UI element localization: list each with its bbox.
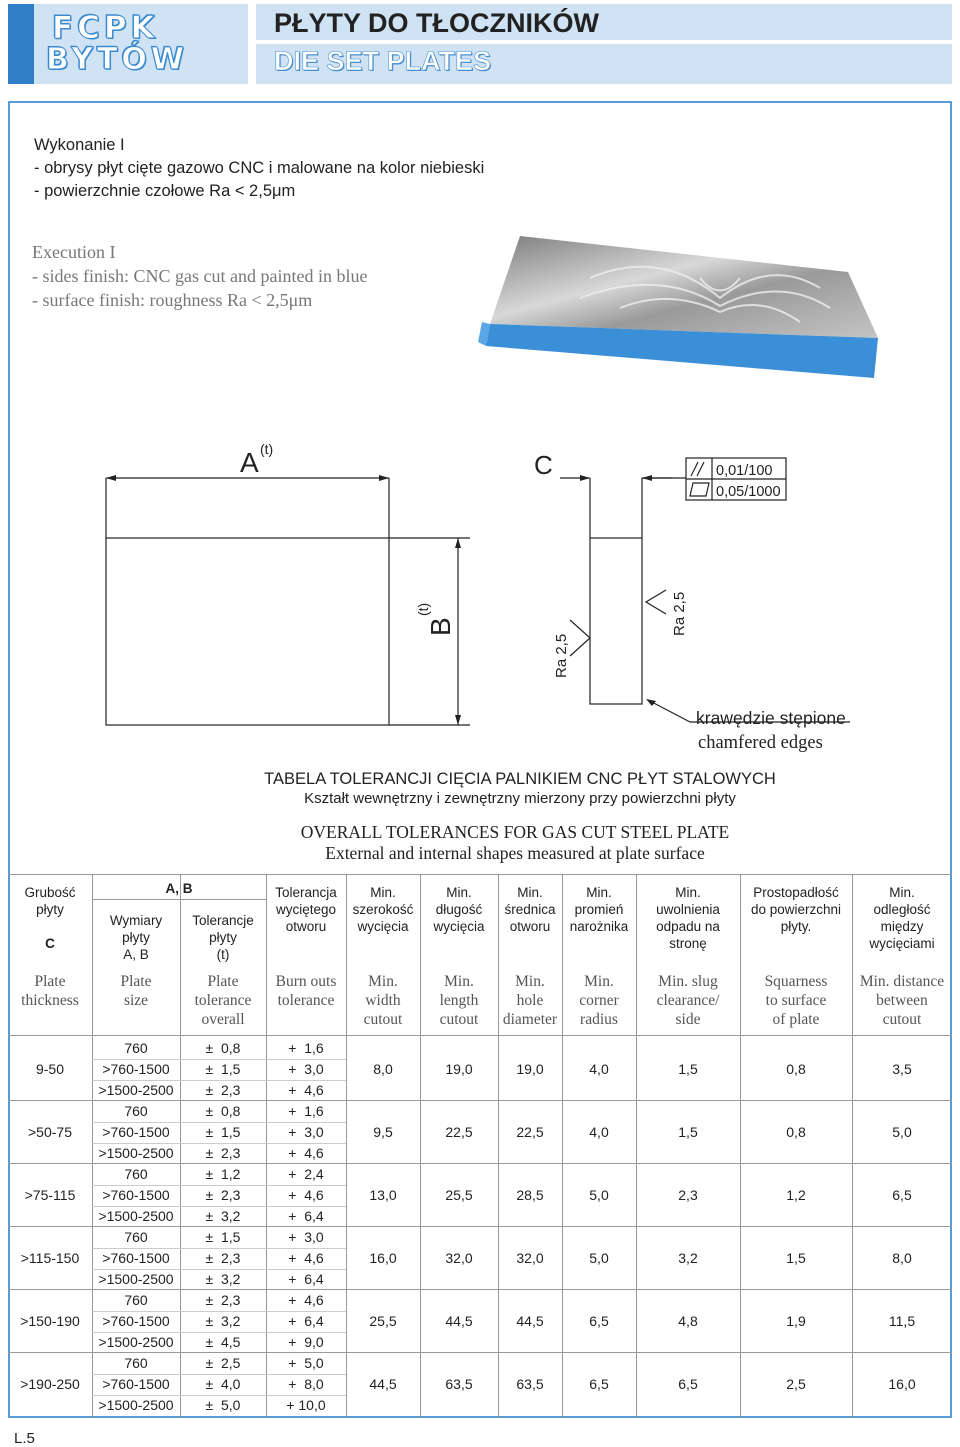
plate-size-cell: 760 <box>124 1355 148 1371</box>
table-header-en: Plate <box>120 973 152 990</box>
table-header-pl: Min. <box>446 885 472 900</box>
width-cell: 25,5 <box>369 1312 397 1329</box>
table-header-pl: Min. <box>370 885 396 900</box>
table-header-pl: Min. <box>517 885 543 900</box>
table-header-pl: stronę <box>669 936 707 951</box>
tolerance-parallel: 0,01/100 <box>716 463 773 479</box>
table-header-pl: płyty <box>122 930 150 945</box>
table-header-pl: (t) <box>216 947 230 962</box>
table-header-pl: wycięcia <box>433 919 485 934</box>
table-column-divider <box>498 874 499 1418</box>
square-cell: 2,5 <box>786 1375 806 1392</box>
plate-tolerance-cell: ± 1,5 <box>205 1061 241 1077</box>
plate-size-cell: >1500-2500 <box>98 1082 174 1098</box>
table-row-divider <box>92 1332 346 1333</box>
burnout-tolerance-cell: + 4,6 <box>288 1187 324 1203</box>
execution-en-line1: - sides finish: CNC gas cut and painted in blue <box>32 266 368 286</box>
logo-accent-bar <box>8 4 34 84</box>
thickness-cell: >190-250 <box>20 1375 80 1392</box>
burnout-tolerance-cell: + 6,4 <box>288 1313 324 1329</box>
table-group-border <box>8 1289 952 1290</box>
burnout-tolerance-cell: + 10,0 <box>286 1397 326 1413</box>
execution-en-title: Execution I <box>32 242 116 262</box>
burnout-tolerance-cell: + 4,6 <box>288 1292 324 1308</box>
execution-en-line2: - surface finish: roughness Ra < 2,5μm <box>32 290 313 310</box>
logo-line1: FCPK <box>52 10 159 46</box>
plate-tolerance-cell: ± 3,2 <box>205 1271 241 1287</box>
burnout-tolerance-cell: + 1,6 <box>288 1103 324 1119</box>
thickness-cell: >75-115 <box>24 1186 76 1203</box>
width-cell: 44,5 <box>369 1375 397 1392</box>
corner-cell: 4,0 <box>589 1123 609 1140</box>
table-header-pl: Min. <box>889 885 915 900</box>
dim-a-label: A <box>240 447 259 478</box>
plate-size-cell: >1500-2500 <box>98 1334 174 1350</box>
table-header-pl: odległość <box>873 902 931 917</box>
hole-cell: 32,0 <box>516 1249 544 1266</box>
table-header-en: Burn outs <box>275 973 337 990</box>
length-cell: 63,5 <box>445 1375 473 1392</box>
width-cell: 13,0 <box>369 1186 397 1203</box>
table-header-pl: do powierzchni <box>750 902 842 917</box>
table-header-en: Squarness <box>764 973 828 990</box>
square-cell: 0,8 <box>786 1060 806 1077</box>
table-column-divider <box>346 874 347 1418</box>
table-header-en: hole <box>516 992 544 1009</box>
plate-size-cell: >1500-2500 <box>98 1208 174 1224</box>
plate-size-cell: 760 <box>124 1103 148 1119</box>
length-cell: 32,0 <box>445 1249 473 1266</box>
table-header-pl: otworu <box>285 919 327 934</box>
table-row-divider <box>92 1122 346 1123</box>
dist-cell: 3,5 <box>892 1060 912 1077</box>
plate-tolerance-cell: ± 2,5 <box>205 1355 241 1371</box>
square-cell: 1,2 <box>786 1186 806 1203</box>
table-header-en: between <box>876 992 928 1009</box>
table-row-divider <box>92 1080 346 1081</box>
plate-size-cell: >760-1500 <box>102 1376 170 1392</box>
plate-size-cell: >760-1500 <box>102 1061 170 1077</box>
plate-tolerance-cell: ± 3,2 <box>205 1313 241 1329</box>
table-header-pl: Grubość <box>24 885 76 900</box>
table-group-border <box>8 1163 952 1164</box>
plate-tolerance-cell: ± 5,0 <box>205 1397 241 1413</box>
plate-size-cell: 760 <box>124 1166 148 1182</box>
logo-line2: BYTÓW <box>46 42 189 77</box>
table-row-divider <box>92 1185 346 1186</box>
dist-cell: 11,5 <box>888 1312 916 1329</box>
table-header-pl: wycięcia <box>357 919 409 934</box>
plate-tolerance-cell: ± 2,3 <box>205 1145 241 1161</box>
table-header-pl: wyciętego <box>275 902 337 917</box>
slug-cell: 6,5 <box>678 1375 698 1392</box>
plate-tolerance-cell: ± 3,2 <box>205 1208 241 1224</box>
table-header-en: side <box>675 1011 701 1028</box>
plate-drawing <box>0 430 960 730</box>
square-cell: 1,9 <box>786 1312 806 1329</box>
dist-cell: 5,0 <box>892 1123 912 1140</box>
title-divider <box>256 40 952 44</box>
table-header-en: of plate <box>772 1011 820 1028</box>
hole-cell: 44,5 <box>516 1312 544 1329</box>
plate-size-cell: >760-1500 <box>102 1313 170 1329</box>
corner-cell: 4,0 <box>589 1060 609 1077</box>
table-header-pl: C <box>45 936 55 951</box>
slug-cell: 1,5 <box>678 1123 698 1140</box>
table-row-divider <box>92 1206 346 1207</box>
chamfered-label-en: chamfered edges <box>698 733 823 753</box>
table-header-pl: średnica <box>504 902 556 917</box>
table-header-en: clearance/ <box>656 992 720 1009</box>
table-header-en: Min. slug <box>658 973 718 990</box>
table-header-pl: między <box>880 919 924 934</box>
roughness-label-1: Ra 2,5 <box>553 633 570 678</box>
burnout-tolerance-cell: + 9,0 <box>288 1334 324 1350</box>
burnout-tolerance-cell: + 4,6 <box>288 1145 324 1161</box>
execution-pl <box>34 134 484 203</box>
dim-b-tol: (t) <box>415 602 431 616</box>
page-title-pl: PŁYTY DO TŁOCZNIKÓW <box>274 8 599 38</box>
table-header-pl: Tolerancje <box>192 913 254 928</box>
thickness-cell: >50-75 <box>28 1123 72 1140</box>
table-header-en: Min. <box>515 973 545 990</box>
table-row-divider <box>92 1059 346 1060</box>
table-header-bottom-border <box>8 1035 952 1036</box>
plate-size-cell: >760-1500 <box>102 1250 170 1266</box>
corner-cell: 6,5 <box>589 1375 609 1392</box>
dist-cell: 6,5 <box>892 1186 912 1203</box>
width-cell: 16,0 <box>369 1249 397 1266</box>
table-row-divider <box>92 1311 346 1312</box>
table-group-underline <box>92 899 266 900</box>
table-subtitle-en: External and internal shapes measured at plate surface <box>325 843 705 863</box>
table-row-divider <box>92 1269 346 1270</box>
burnout-tolerance-cell: + 6,4 <box>288 1208 324 1224</box>
plate-size-cell: >1500-2500 <box>98 1397 174 1413</box>
table-header-en: tolerance <box>277 992 335 1009</box>
hole-cell: 19,0 <box>516 1060 544 1077</box>
hole-cell: 22,5 <box>516 1123 544 1140</box>
table-header-pl: szerokość <box>352 902 414 917</box>
table-header-pl: promień <box>574 902 624 917</box>
table-column-divider <box>420 874 421 1418</box>
table-column-divider <box>852 874 853 1418</box>
table-header-en: Min. distance <box>859 973 945 990</box>
execution-pl-title: Wykonanie I <box>34 136 125 154</box>
table-header-en: Plate <box>207 973 239 990</box>
thickness-cell: >150-190 <box>20 1312 80 1329</box>
slug-cell: 2,3 <box>678 1186 698 1203</box>
roughness-label-2: Ra 2,5 <box>671 591 688 636</box>
slug-cell: 1,5 <box>678 1060 698 1077</box>
plate-tolerance-cell: ± 0,8 <box>205 1103 241 1119</box>
plate-tolerance-cell: ± 2,3 <box>205 1292 241 1308</box>
burnout-tolerance-cell: + 6,4 <box>288 1271 324 1287</box>
table-header-en: size <box>123 992 149 1009</box>
table-header-pl: płyty. <box>780 919 812 934</box>
table-header-pl: A, B <box>123 947 149 962</box>
plate-size-cell: 760 <box>124 1292 148 1308</box>
table-header-en: Min. <box>444 973 474 990</box>
plate-tolerance-cell: ± 4,0 <box>205 1376 241 1392</box>
table-row-divider <box>92 1374 346 1375</box>
plate-size-cell: >760-1500 <box>102 1187 170 1203</box>
table-header-pl: narożnika <box>569 919 629 934</box>
table-header-pl: długość <box>435 902 483 917</box>
table-header-pl: Tolerancja <box>275 885 337 900</box>
table-group-border <box>8 1100 952 1101</box>
plate-tolerance-cell: ± 2,3 <box>205 1250 241 1266</box>
burnout-tolerance-cell: + 4,6 <box>288 1250 324 1266</box>
burnout-tolerance-cell: + 3,0 <box>288 1229 324 1245</box>
slug-cell: 4,8 <box>678 1312 698 1329</box>
table-header-pl: wycięciami <box>869 936 935 951</box>
plate-tolerance-cell: ± 2,3 <box>205 1082 241 1098</box>
execution-pl-line2: - powierzchnie czołowe Ra < 2,5μm <box>34 182 296 200</box>
table-group-border <box>8 1352 952 1353</box>
table-header-en: diameter <box>502 1011 558 1028</box>
width-cell: 9,5 <box>373 1123 393 1140</box>
page-title-en: DIE SET PLATES <box>274 46 492 76</box>
table-header-en: Min. <box>584 973 614 990</box>
table-subtitle-pl: Kształt wewnętrzny i zewnętrzny mierzony przy powierzchni płyty <box>304 790 736 807</box>
table-header-en: cutout <box>363 1011 403 1028</box>
thickness-cell: 9-50 <box>35 1060 65 1077</box>
table-header-pl: Min. <box>675 885 701 900</box>
table-header-pl: uwolnienia <box>656 902 720 917</box>
burnout-tolerance-cell: + 4,6 <box>288 1082 324 1098</box>
burnout-tolerance-cell: + 1,6 <box>288 1040 324 1056</box>
chamfered-label-pl: krawędzie stępione <box>696 708 846 728</box>
table-header-en: length <box>439 992 479 1009</box>
table-column-divider <box>562 874 563 1418</box>
plate-tolerance-cell: ± 1,5 <box>205 1124 241 1140</box>
table-header-en: tolerance <box>194 992 252 1009</box>
plate-tolerance-cell: ± 1,2 <box>205 1166 241 1182</box>
plate-size-cell: >1500-2500 <box>98 1145 174 1161</box>
slug-cell: 3,2 <box>678 1249 698 1266</box>
table-column-divider <box>636 874 637 1418</box>
execution-en <box>32 240 367 312</box>
square-cell: 0,8 <box>786 1123 806 1140</box>
table-header-top-border <box>8 874 952 875</box>
table-header-en: Min. <box>368 973 398 990</box>
dist-cell: 16,0 <box>888 1375 916 1392</box>
table-header-en: Plate <box>34 973 66 990</box>
plate-tolerance-cell: ± 4,5 <box>205 1334 241 1350</box>
thickness-cell: >115-150 <box>20 1249 80 1266</box>
table-column-divider <box>740 874 741 1418</box>
table-row-divider <box>92 1395 346 1396</box>
hole-cell: 28,5 <box>516 1186 544 1203</box>
table-header-pl: Min. <box>586 885 612 900</box>
hole-cell: 63,5 <box>516 1375 544 1392</box>
tolerance-flatness: 0,05/1000 <box>716 484 781 500</box>
length-cell: 25,5 <box>445 1186 473 1203</box>
burnout-tolerance-cell: + 3,0 <box>288 1124 324 1140</box>
table-header-en: cutout <box>882 1011 922 1028</box>
plate-tolerance-cell: ± 2,3 <box>205 1187 241 1203</box>
length-cell: 19,0 <box>445 1060 473 1077</box>
table-header-en: thickness <box>21 992 79 1009</box>
burnout-tolerance-cell: + 8,0 <box>288 1376 324 1392</box>
table-header-pl: odpadu na <box>656 919 720 934</box>
table-header-pl: otworu <box>509 919 551 934</box>
plate-size-cell: 760 <box>124 1229 148 1245</box>
table-header-en: overall <box>201 1011 245 1028</box>
burnout-tolerance-cell: + 3,0 <box>288 1061 324 1077</box>
table-group-header-ab: A, B <box>165 881 193 896</box>
corner-cell: 5,0 <box>589 1186 609 1203</box>
table-header-en: width <box>365 992 401 1009</box>
table-title-en: OVERALL TOLERANCES FOR GAS CUT STEEL PLATE <box>300 822 730 842</box>
plate-tolerance-cell: ± 1,5 <box>205 1229 241 1245</box>
dim-a-tol: (t) <box>260 441 274 457</box>
execution-pl-line1: - obrysy płyt cięte gazowo CNC i malowane na kolor niebieski <box>34 159 485 177</box>
corner-cell: 5,0 <box>589 1249 609 1266</box>
plate-size-cell: >1500-2500 <box>98 1271 174 1287</box>
dim-c-label: C <box>534 450 553 480</box>
table-row-divider <box>92 1248 346 1249</box>
dist-cell: 8,0 <box>892 1249 912 1266</box>
page-number: L.5 <box>14 1430 35 1447</box>
burnout-tolerance-cell: + 5,0 <box>288 1355 324 1371</box>
table-header-en: corner <box>579 992 619 1009</box>
width-cell: 8,0 <box>373 1060 393 1077</box>
corner-cell: 6,5 <box>589 1312 609 1329</box>
table-group-border <box>8 1226 952 1227</box>
table-title-pl: TABELA TOLERANCJI CIĘCIA PALNIKIEM CNC PŁYT STALOWYCH <box>264 770 776 788</box>
plate-size-cell: >760-1500 <box>102 1124 170 1140</box>
table-header-pl: Wymiary <box>109 913 163 928</box>
table-header-pl: Prostopadłość <box>753 885 839 900</box>
table-header-en: radius <box>580 1011 618 1028</box>
burnout-tolerance-cell: + 2,4 <box>288 1166 324 1182</box>
length-cell: 44,5 <box>445 1312 473 1329</box>
plate-tolerance-cell: ± 0,8 <box>205 1040 241 1056</box>
length-cell: 22,5 <box>445 1123 473 1140</box>
dim-b-label: B <box>425 617 456 636</box>
table-row-divider <box>92 1143 346 1144</box>
plate-size-cell: 760 <box>124 1040 148 1056</box>
table-header-en: to surface <box>765 992 827 1009</box>
table-header-pl: płyty <box>209 930 237 945</box>
table-header-en: cutout <box>439 1011 479 1028</box>
steel-plate-image <box>470 228 890 388</box>
square-cell: 1,5 <box>786 1249 806 1266</box>
table-header-pl: płyty <box>36 902 64 917</box>
